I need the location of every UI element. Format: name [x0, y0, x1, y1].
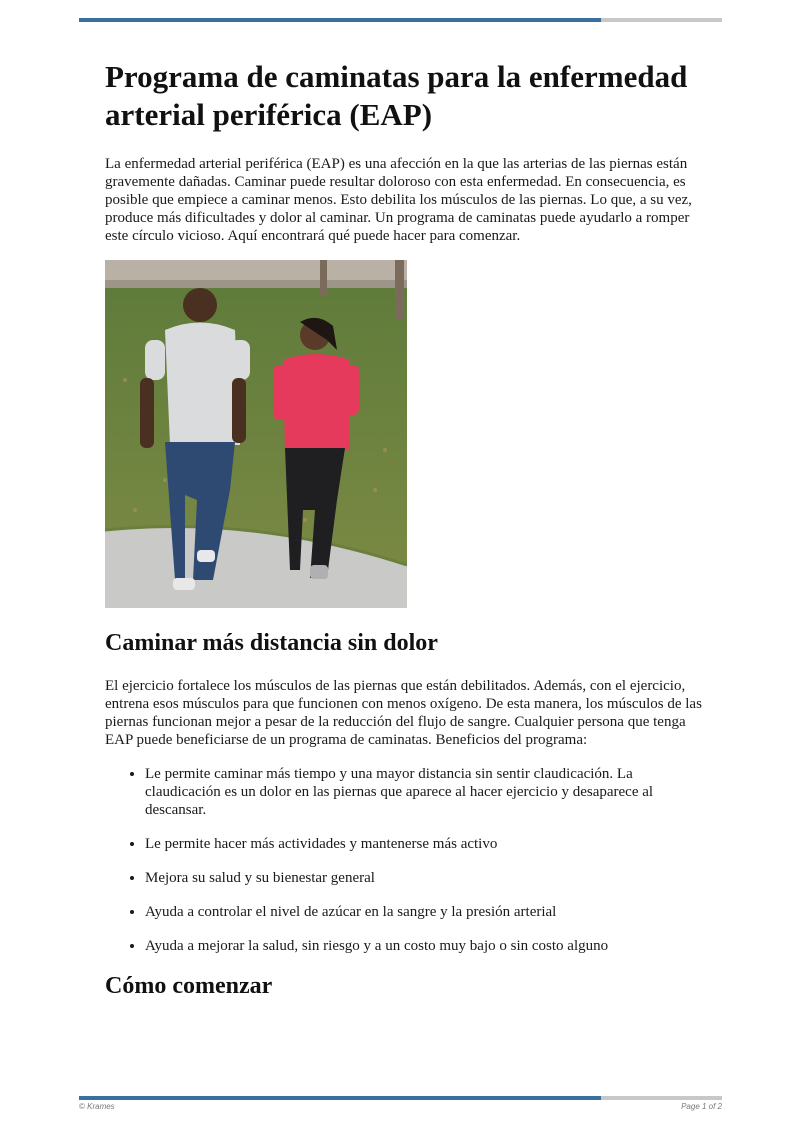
- section-heading-getting-started: Cómo comenzar: [105, 973, 273, 999]
- document-content: [105, 58, 705, 1001]
- page-number: Page 1 of 2: [681, 1102, 722, 1111]
- page-title: Programa de caminatas para la enfermedad arterial periférica (EAP): [105, 59, 688, 132]
- section-body-paragraph: El ejercicio fortalece los músculos de las piernas que están debilitados. Además, con el ejercicio, entrena esos músculos para que funcionen con menos oxígeno. De esta manera, los músculos de las piernas funcionan mejor a pesar de la reducción del flujo de sangre. Cualquier persona que tenga EAP puede beneficiarse de un programa de caminatas. Beneficios del programa:: [105, 678, 702, 748]
- list-item: • Le permite caminar más tiempo y una mayor distancia sin sentir claudicación. La claudicación es un dolor en las piernas que aparece al hacer ejercicio y desaparece al descansar.: [145, 765, 705, 819]
- list-item: • Ayuda a controlar el nivel de azúcar en la sangre y la presión arterial: [145, 903, 705, 921]
- section-heading-walk-farther: Caminar más distancia sin dolor: [105, 630, 438, 656]
- header-progress-bar: [79, 18, 722, 22]
- list-item: • Le permite hacer más actividades y mantenerse más activo: [145, 835, 705, 853]
- footer-progress-bar: [79, 1096, 722, 1100]
- list-item: • Ayuda a mejorar la salud, sin riesgo y a un costo muy bajo o sin costo alguno: [145, 937, 705, 955]
- copyright-label: © Krames: [79, 1102, 115, 1111]
- intro-paragraph: La enfermedad arterial periférica (EAP) es una afección en la que las arterias de las piernas están gravemente dañadas. Caminar puede resultar doloroso con esta enfermedad. En consecuencia, es posible que empiece a caminar menos. Esto debilita los músculos de las piernas. Lo que, a su vez, produce más dificultades y dolor al caminar. Un programa de caminatas puede ayudarlo a romper este círculo vicioso. Aquí encontrará qué puede hacer para comenzar.: [105, 156, 692, 244]
- list-item: • Mejora su salud y su bienestar general: [145, 869, 705, 887]
- benefits-list: [105, 765, 705, 955]
- page-footer: [79, 1102, 722, 1116]
- couple-walking-photo: [105, 260, 407, 608]
